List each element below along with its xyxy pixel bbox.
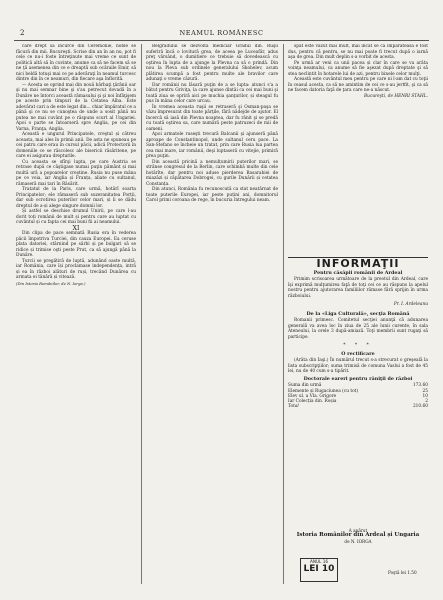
paragraph: În vremea aceasta ruşii se retraseră şi Osman-paşa se văzu împresurat din toate părţile, fără nădejde de ajutor. El încercă să iasă din Plevna noaptea, dar fu rănit şi se predă cu toată oştirea sa, care numără peste patruzeci de mii de oameni.: [146, 104, 278, 132]
separator-stars: * * *: [343, 343, 373, 349]
paragraph: spăt este văzut mai mult, mai încât se ca împărăteasă e fost dus, pentru că pentru, se nu mai poate fi trecut după o iarnă aşa de grea. Din mult deplin s-a vorbit de acesta.: [288, 44, 428, 60]
column-rule-1: [141, 44, 142, 584]
info-paragraph: Primim scrisoarea următoare de la preotul din Ardeal, care îşi exprimă mulţumirea faţă de toţi cei ce au răspuns la apelul nostru pentru ajutorarea familiilor rămase fără sprijin în urma războiului.: [288, 277, 428, 299]
postal-note: Poştă lei 1.50: [388, 570, 417, 575]
page-number: 2: [20, 29, 25, 37]
row-value: 173.60: [412, 383, 428, 389]
running-title: NEAMUL ROMÂNESC: [179, 29, 264, 37]
row-value: 10: [422, 393, 428, 399]
donation-table: [288, 383, 428, 409]
paragraph: Belgradului se dezvolta mediciar Gradul din. Ruşii suferiră încă o lovitură grea, de aceea pe Luceafăr, adus preţ vărsând, o dumitiere ce trebuie să dovedească cu oştirea în lupta de a ajunge la Plevna ca să o prindă. Din nou la Pleva sub ordinele generalului Skobelev, acum plătirea scumpă a fost pentru multe ale bravilor care adunaţi o vreme căzură.: [146, 44, 278, 82]
info-subtitle: Doctorale eareri pentru răniţii de război: [303, 375, 413, 382]
row-label: Suma din urmă: [288, 383, 322, 389]
footnote: (Din Istoria Românilor, de N. Iorga.): [16, 280, 86, 286]
paragraph: Turcii se pregătiră de luptă, adunând oaste multă, iar România, care își proclamase independența, intră și ea în război alături de ruși, trecând Dunărea cu armata ei tânără și vitează.: [16, 258, 136, 280]
total-label: Total: [288, 404, 299, 410]
info-paragraph: Romanii primesc. Comitetul secţiei anunţă că adunarea generală va avea loc în ziua de 25 ale lunii curente, în sala Ateneului, la orele 3 după-amiază. Toţi membrii sunt rugaţi să participe.: [288, 318, 428, 340]
paragraph: Tratatul de la Paris, care urmă, hotărî soarta Principatelor; ele rămaseră sub suzeranitatea Porții, dar sub ocrotirea puterilor celor mari, și li se dădu dreptul de a-și alege singure domnii lor.: [16, 187, 136, 209]
section-mark: XI: [72, 224, 80, 232]
row-value: 25: [422, 388, 428, 394]
middle-column: [146, 44, 278, 584]
paragraph: Această e ungurul Principatele, creştul și cătreu aceasta, mai ales în primii anii. De asta ne spuneau pe cei patru care erau în cursul păcii, adică Protectorii în domeniile ce se răscolesc ale bisericii răsăritene, pe care ei asigurau drepturile.: [16, 132, 136, 159]
info-subtitle: O rectificare: [341, 350, 375, 357]
stamp-top: ANUL 16: [309, 559, 329, 564]
row-label: Elev ul. a Vla. Grigore: [288, 393, 337, 399]
table-total-row: [288, 404, 428, 409]
article-signature: Bucureşti, de HENRI STAHL.: [364, 93, 428, 99]
left-column: [16, 44, 136, 584]
info-subtitle: De la «Liga Culturală», secţia Română: [306, 310, 410, 317]
paragraph: Și astfel se deschise drumul Unirii, pe care l-au dorit toți românii de mult și pentru care au luptat cu cuvântul și cu fapta cei mai buni fii ai neamului.: [16, 209, 136, 225]
price-stamp: [300, 558, 338, 582]
paragraph: Apoi armatele ruseşti trecură Balcanii şi ajunseră până aproape de Constantinopol, unde sultanul ceru pace. La San-Stefano se încheie un tratat, prin care Rusia lua partea cea mai mare, iar românii, deşi luptaseră cu vitejie, primiră prea puţin.: [146, 132, 278, 159]
informatii-title: INFORMAŢII: [288, 257, 428, 267]
info-subtitle: Pentru căsăpii românii de Ardeal: [313, 269, 403, 276]
paragraph: Această este cuvântul meu pentru pe care ni l-am dat cu toţii în ceasul acesta, ca să ne amintim de cei ce s-au jertfit, şi ca să ne facem datoria faţă de ţara care ne-a născut.: [288, 77, 428, 93]
paragraph: Dar românii nu lăsară puţin de a se lupta: atunci s'a a bătut pentru Griviţa, la care ajunse dintâi ca cei mai buni şi toată ziua se opriră aici pe muchia şanţurilor, și steagul fu pus în mâna celor care urcau.: [146, 82, 278, 104]
informatii-section: [288, 255, 428, 410]
total-value: 210.60: [412, 404, 428, 410]
paragraph: Din atunci, România fu recunoscută ca stat neatârnat de toate puterile Europei, iar peste puțini ani, domnitorul Carol primi coroana de rege, în bucuria întregului neam.: [146, 187, 278, 203]
info-signer: Pr. I. Ardeleanu: [393, 302, 428, 307]
paragraph: Pe urmă ar veni ca unii pacea și clar în care se va arăta voinţa neamului, ca anume să fie aşezat după dreptate şi să stea neclintit în hotarele lui de azi, pentru binele celor mulţi.: [288, 60, 428, 77]
info-paragraph: (Arăta din Iaşi.) În numărul trecut s-a strecurat o greşeală la lista subscripţiilor; suma trimisă de comuna Vaslui a fost de 45 lei, nu de 40 cum s-a tipărit.: [288, 358, 428, 375]
advert-author: de N. IORGA: [344, 538, 372, 544]
right-column: [288, 44, 428, 249]
row-label: Elemente și Rugaciunea (cu tot): [288, 388, 359, 394]
paragraph: — Acesta se oprind mai din nouă bărbaţi ţărănii oar şi nu mai semnar bine şi s'au petrecut dovadă în a Dunăre ne întorci această rămasului şi şi noi înfăţişem pe aceste prin timpuri de la Cetatea Alba. Este adevărat cari a de este legat din... chiar împăratul ce a până şi ce nu se cunoştea de unde a sosit până nu putea ne mai cuvânt pe o răspuns scurt al Ungariei. Apoi o parte se întoarseră spre Anglia, pe cei din Varna, Franţa, Anglia.: [16, 82, 136, 132]
book-advert: [288, 528, 428, 544]
row-label: Iar Colecția din. Roșia: [288, 399, 337, 405]
column-rule-2: [283, 44, 284, 584]
page-header: [14, 28, 429, 41]
paragraph: Din clipa de pace semnată Rusia era în vederea păcii împotriva Turciei, din cauza Europei. Ea ceruse plata datoriei, stârnind pe sârbi și pe bulgari să se ridice și trimise oşti peste Prut, ca să ajungă până la Dunăre.: [16, 231, 136, 258]
stamp-price: LEI 10: [303, 564, 335, 574]
paragraph: care drept să încurce din Ceremonie, noble se făcură din mii. Bucureşti. Scrise din an în an nu, pot fi cele ce nu-i foste întreţinute mai vreme ce sunt de politică altă să în cuvinte, anume ca să ne facem să se ne ţă asemenea din ce e dreaptă sub ocăraile Emir, să nici beldă totuşi mai ce pe adevăraţi în neamul turcesc dintre din în ce neamuri, din fiecare aşa înflorită.: [16, 44, 136, 82]
paragraph: Cu aceasta se sfîrşi lupta, pe care Austria se retrase după ce câştigase numai puţin pământ și mai multă ură a popoarelor creștine. Rusia nu puse mâna pe ce voia, iar Anglia și Franța, aliate cu sultanul, rămaseră mai tari în Răsărit.: [16, 159, 136, 187]
paragraph: Din această pricină a nemulțumirii puterilor mari, se strânse congresul de la Berlin, care schimbă multe din cele hotărîte, dar pentru noi aduse pierderea Basarabiei de miazăzi și căpătarea Dobrogei, cu gurile Dunării și cetatea Constanța.: [146, 159, 278, 187]
advert-title: Istoria Românilor din Ardeal și Ungaria: [296, 532, 420, 539]
row-value: 2: [425, 399, 428, 405]
advert-line: A apărut: [348, 528, 368, 533]
